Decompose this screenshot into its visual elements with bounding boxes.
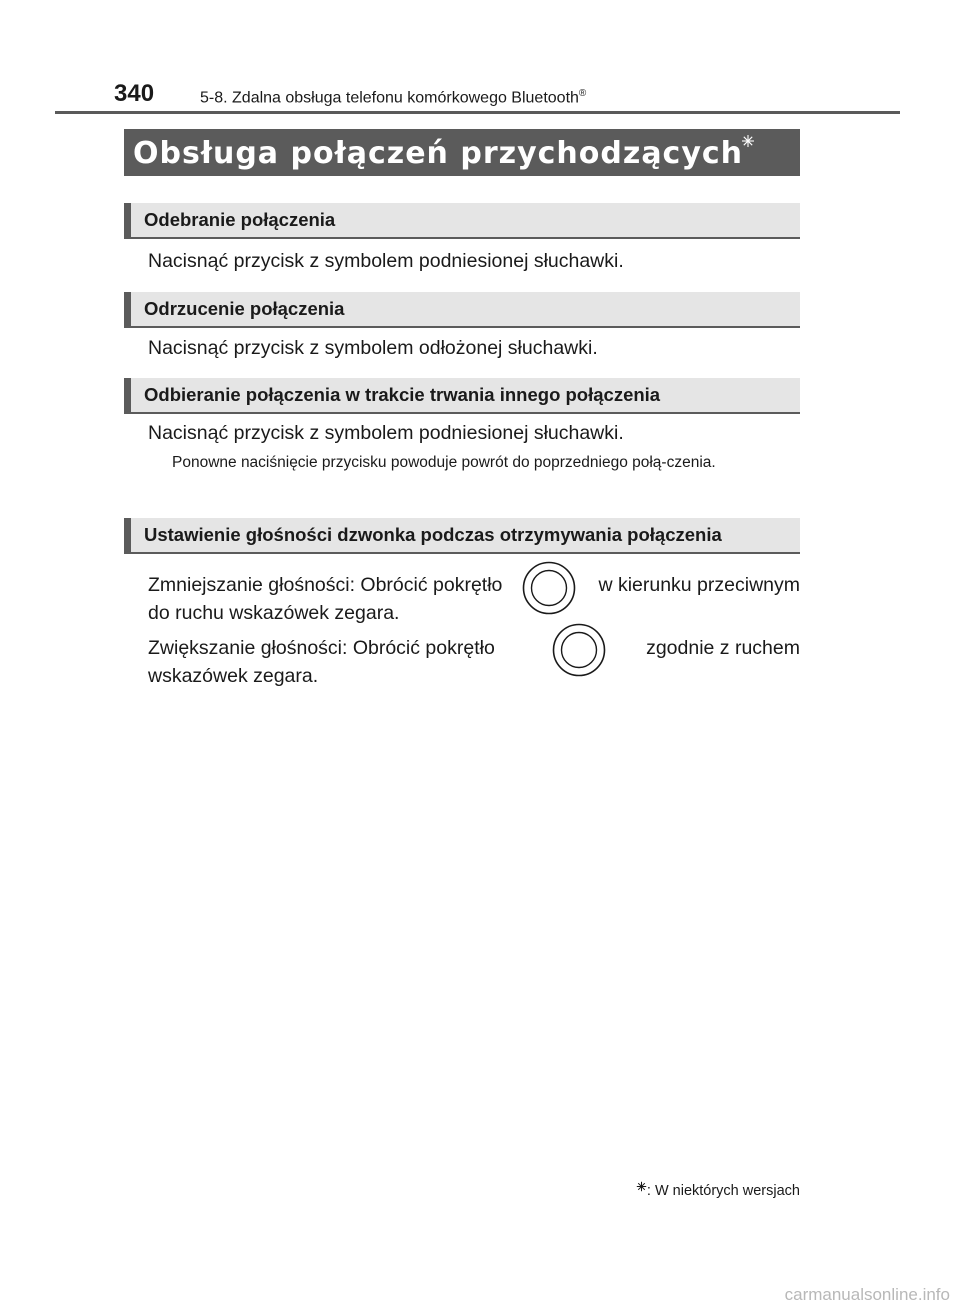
volume-increase-line bbox=[148, 634, 800, 663]
volume-decrease-direction: w kierunku przeciwnym bbox=[598, 574, 800, 596]
footnote-text: : W niektórych wersjach bbox=[646, 1183, 800, 1199]
volume-knob-icon bbox=[552, 623, 606, 677]
section-heading-label: Ustawienie głośności dzwonka podczas otrzymywania połączenia bbox=[144, 524, 722, 545]
section-heading-call-waiting bbox=[124, 378, 800, 414]
asterisk-icon bbox=[636, 1181, 647, 1192]
section-heading-answer bbox=[124, 203, 800, 239]
running-header bbox=[200, 88, 586, 107]
title-bar bbox=[124, 129, 800, 176]
section-text-answer: Nacisnąć przycisk z symbolem podniesionej słuchawki. bbox=[148, 250, 624, 272]
watermark: carmanualsonline.info bbox=[784, 1285, 950, 1304]
volume-decrease-line2: do ruchu wskazówek zegara. bbox=[148, 602, 400, 624]
registered-mark: ® bbox=[578, 88, 587, 99]
section-heading-reject bbox=[124, 292, 800, 328]
section-heading-ringtone-volume bbox=[124, 518, 800, 554]
section-text-call-waiting: Nacisnąć przycisk z symbolem podniesionej słuchawki. bbox=[148, 422, 624, 444]
volume-increase-line2: wskazówek zegara. bbox=[148, 665, 319, 687]
volume-increase-text: Zwiększanie głośności: Obrócić pokrętło bbox=[148, 637, 495, 659]
asterisk-icon bbox=[741, 134, 755, 148]
section-heading-label: Odebranie połączenia bbox=[144, 209, 336, 230]
header-rule bbox=[55, 111, 900, 114]
page-number: 340 bbox=[114, 80, 155, 107]
section-heading-label: Odrzucenie połączenia bbox=[144, 298, 345, 319]
volume-knob-icon bbox=[522, 561, 576, 615]
section-text-reject: Nacisnąć przycisk z symbolem odłożonej słuchawki. bbox=[148, 337, 598, 359]
volume-decrease-text: Zmniejszanie głośności: Obrócić pokrętło bbox=[148, 574, 503, 596]
footnote bbox=[636, 1181, 800, 1199]
page-title: Obsługa połączeń przychodzących bbox=[133, 136, 744, 171]
section-note-call-waiting: Ponowne naciśnięcie przycisku powoduje powrót do poprzedniego połą-czenia. bbox=[172, 454, 716, 471]
running-header-text: 5-8. Zdalna obsługa telefonu komórkowego Bluetooth bbox=[200, 89, 579, 107]
volume-decrease-line bbox=[148, 571, 800, 600]
section-heading-label: Odbieranie połączenia w trakcie trwania innego połączenia bbox=[144, 384, 661, 405]
volume-increase-direction: zgodnie z ruchem bbox=[646, 637, 800, 659]
